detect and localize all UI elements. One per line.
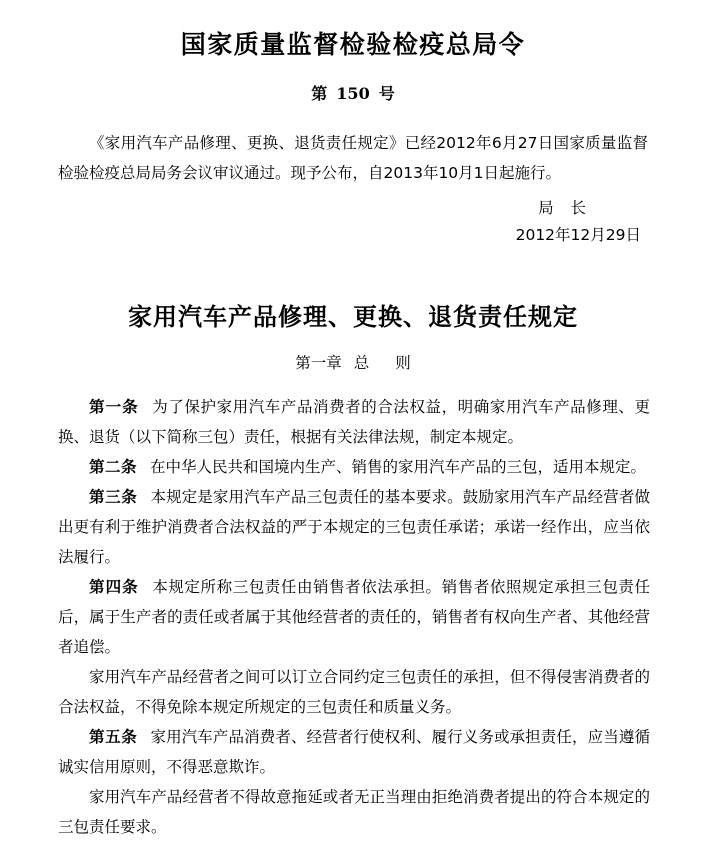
article-text: 家用汽车产品经营者不得故意拖延或者无正当理由拒绝消费者提出的符合本规定的三包责任要求。 [58, 788, 650, 837]
article-text: 为了保护家用汽车产品消费者的合法权益，明确家用汽车产品修理、更换、退货（以下简称三包）责任，根据有关法律法规，制定本规定。 [58, 398, 650, 447]
article-label: 第五条 [89, 727, 138, 747]
article-label: 第三条 [89, 487, 138, 507]
chapter-name-char-1: 总 [353, 353, 370, 372]
decree-title: 国家质量监督检验检疫总局令 [180, 30, 526, 59]
article-text: 在中华人民共和国境内生产、销售的家用汽车产品的三包，适用本规定。 [150, 458, 647, 477]
article-item [58, 722, 650, 782]
article-label: 第一条 [89, 397, 139, 417]
decree-number-value: 150 [336, 84, 370, 103]
article-label: 第四条 [89, 577, 139, 597]
article-item [58, 392, 650, 452]
article-text: 本规定是家用汽车产品三包责任的基本要求。鼓励家用汽车产品经营者做出更有利于维护消费者合法权益的严于本规定的三包责任承诺；承诺一经作出，应当依法履行。 [58, 488, 650, 567]
regulation-title: 家用汽车产品修理、更换、退货责任规定 [128, 302, 578, 331]
decree-number-prefix: 第 [311, 84, 328, 103]
article-text: 家用汽车产品消费者、经营者行使权利、履行义务或承担责任，应当遵循诚实信用原则，不得恶意欺诈。 [58, 728, 650, 777]
signature-block [58, 193, 648, 250]
article-item [58, 572, 650, 662]
article-paragraph [58, 662, 650, 722]
chapter-name-char-2: 则 [395, 353, 411, 372]
chapter-number: 第一章 [295, 353, 342, 372]
article-text: 本规定所称三包责任由销售者依法承担。销售者依照规定承担三包责任后，属于生产者的责任或者属于其他经营者的责任的，销售者有权向生产者、其他经营者追偿。 [58, 578, 650, 657]
decree-preamble: 《家用汽车产品修理、更换、退货责任规定》已经2012年6月27日国家质量监督检验检疫总局局务会议审议通过。现予公布，自2013年10月1日起施行。 [58, 134, 648, 182]
article-item [58, 482, 650, 572]
article-label: 第二条 [89, 457, 138, 477]
article-text: 家用汽车产品经营者之间可以订立合同约定三包责任的承担，但不得侵害消费者的合法权益，不得免除本规定所规定的三包责任和质量义务。 [58, 668, 650, 717]
signature-officer: 局 长 [538, 199, 592, 217]
article-paragraph [58, 782, 650, 842]
decree-number-suffix: 号 [378, 84, 395, 103]
regulation-body [58, 392, 650, 842]
signature-date: 2012年12月29日 [515, 226, 641, 244]
chapter-heading [0, 332, 706, 373]
article-item [58, 452, 650, 482]
decree-number-line [0, 60, 706, 104]
